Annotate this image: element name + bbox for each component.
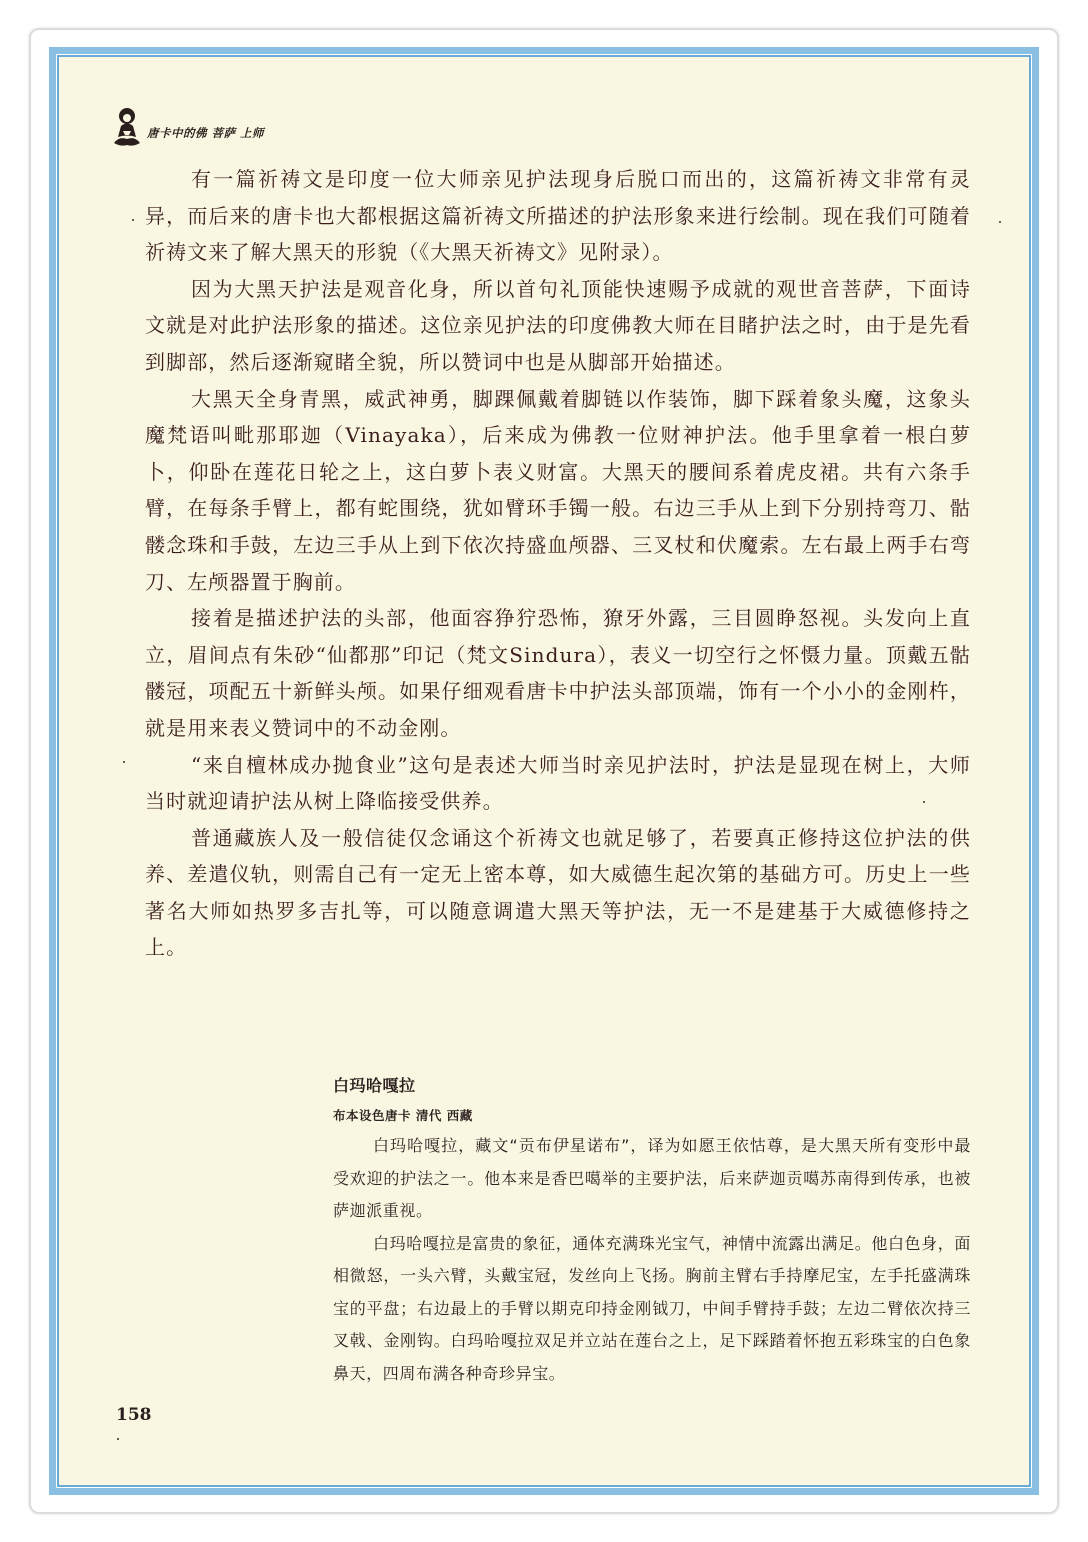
main-text — [145, 161, 971, 966]
paragraph: 有一篇祈祷文是印度一位大师亲见护法现身后脱口而出的，这篇祈祷文非常有灵异，而后来的唐卡也大都根据这篇祈祷文所描述的护法形象来进行绘制。现在我们可随着祈祷文来了解大黑天的形貌（《大黑天祈祷文》见附录）。 — [145, 167, 971, 265]
caption-title: 白玛哈嘎拉 — [333, 1076, 416, 1095]
print-speck — [999, 221, 1001, 223]
running-title: 唐卡中的佛 菩萨 上师 — [147, 126, 265, 140]
caption-body — [333, 1130, 971, 1390]
paragraph: “来自檀林成办抛食业”这句是表述大师当时亲见护法时，护法是显现在树上，大师当时就迎请护法从树上降临接受供养。 — [145, 752, 971, 814]
print-speck — [123, 761, 125, 763]
running-header — [111, 107, 264, 149]
print-speck — [923, 801, 925, 803]
paragraph: 接着是描述护法的头部，他面容狰狞恐怖，獠牙外露，三目圆睁怒视。头发向上直立，眉间点有朱砂“仙都那”印记（梵文Sindura），表义一切空行之怀慑力量。顶戴五骷髅冠，项配五十新鲜头颅。如果仔细观看唐卡中护法头部顶端，饰有一个小小的金刚杵，就是用来表义赞词中的不动金刚。 — [145, 606, 971, 740]
caption-subtitle: 布本设色唐卡 清代 西藏 — [333, 1108, 473, 1123]
image-caption — [333, 1073, 971, 1390]
paragraph: 因为大黑天护法是观音化身，所以首句礼顶能快速赐予成就的观世音菩萨，下面诗文就是对此护法形象的描述。这位亲见护法的印度佛教大师在目睹护法之时，由于是先看到脚部，然后逐渐窥睹全貌，所以赞词中也是从脚部开始描述。 — [145, 276, 971, 374]
page-number: 158 — [116, 1405, 152, 1425]
caption-paragraph: 白玛哈嘎拉是富贵的象征，通体充满珠光宝气，神情中流露出满足。他白色身，面相微怒，一头六臂，头戴宝冠，发丝向上飞扬。胸前主臂右手持摩尼宝，左手托盛满珠宝的平盘；右边最上的手臂以期克印持金刚钺刀，中间手臂持手鼓；左边二臂依次持三叉戟、金刚钩。白玛哈嘎拉双足并立站在莲台之上，足下踩踏着怀抱五彩珠宝的白色象鼻天，四周布满各种奇珍异宝。 — [333, 1233, 971, 1383]
print-speck — [117, 1438, 119, 1440]
book-page — [56, 54, 1032, 1488]
seated-buddha-icon — [111, 107, 143, 149]
print-speck — [132, 219, 134, 221]
caption-paragraph: 白玛哈嘎拉，藏文“贡布伊星诺布”，译为如愿王依怙尊，是大黑天所有变形中最受欢迎的护法之一。他本来是香巴噶举的主要护法，后来萨迦贡噶苏南得到传承，也被萨迦派重视。 — [333, 1136, 971, 1220]
paragraph: 普通藏族人及一般信徒仅念诵这个祈祷文也就足够了，若要真正修持这位护法的供养、差遣仪轨，则需自己有一定无上密本尊，如大威德生起次第的基础方可。历史上一些著名大师如热罗多吉扎等，可以随意调遣大黑天等护法，无一不是建基于大威德修持之上。 — [145, 825, 971, 960]
paragraph: 大黑天全身青黑，威武神勇，脚踝佩戴着脚链以作装饰，脚下踩着象头魔，这象头魔梵语叫毗那耶迦（Vinayaka），后来成为佛教一位财神护法。他手里拿着一根白萝卜，仰卧在莲花日轮之上，这白萝卜表义财富。大黑天的腰间系着虎皮裙。共有六条手臂，在每条手臂上，都有蛇围绕，犹如臂环手镯一般。右边三手从上到下分别持弯刀、骷髅念珠和手鼓，左边三手从上到下依次持盛血颅器、三叉杖和伏魔索。左右最上两手右弯刀、左颅器置于胸前。 — [145, 386, 971, 594]
page-frame — [49, 47, 1039, 1495]
